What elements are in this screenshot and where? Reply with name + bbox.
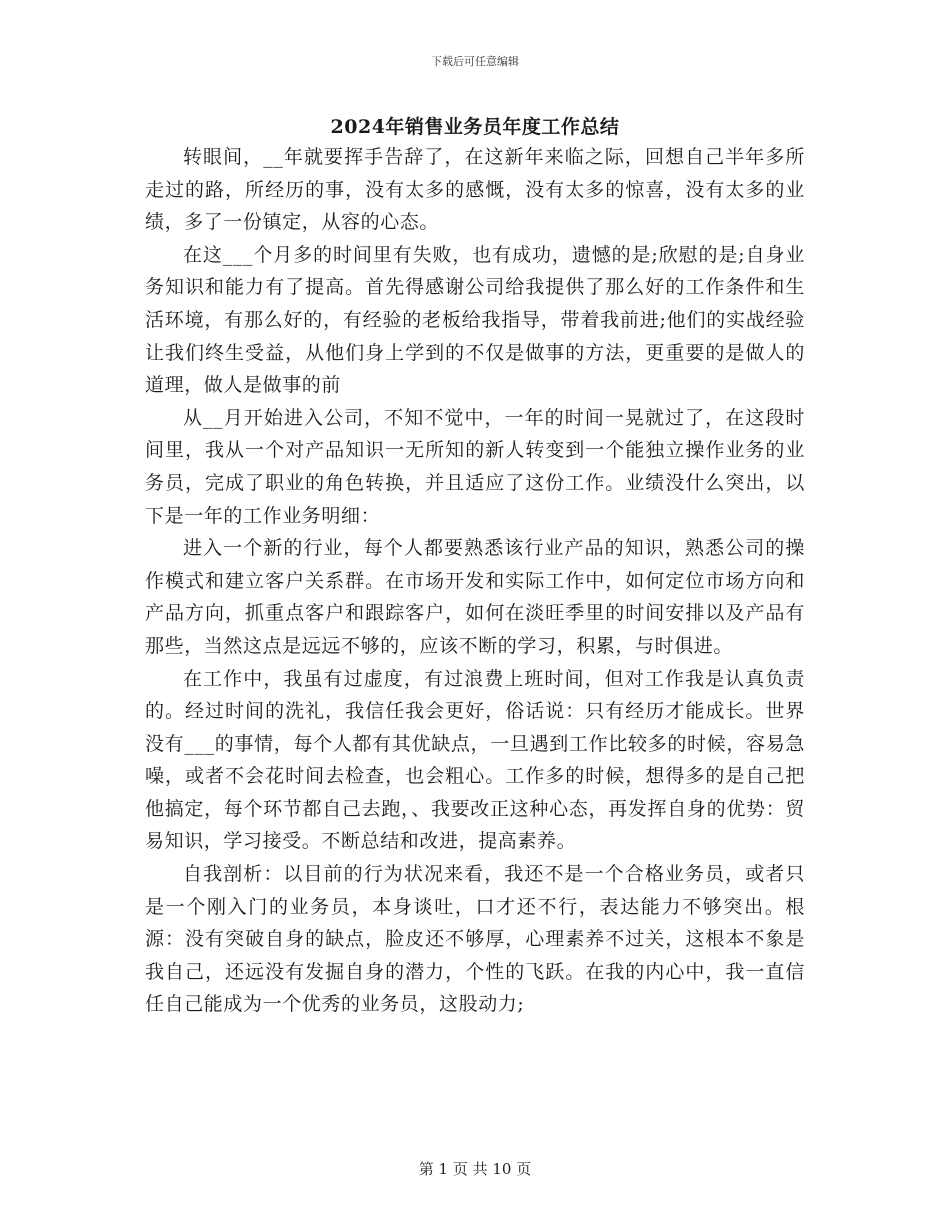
document-title: 2024年销售业务员年度工作总结 xyxy=(330,116,620,138)
page-number: 第 1 页 共 10 页 xyxy=(418,1160,532,1178)
paragraph: 从__月开始进入公司，不知不觉中，一年的时间一晃就过了，在这段时间里，我从一个对产品知识一无所知的新人转变到一个能独立操作业务的业务员，完成了职业的角色转换，并且适应了这份工作。业绩没什么突出，以下是一年的工作业务明细： xyxy=(145,406,805,527)
paragraph: 转眼间，__年就要挥手告辞了，在这新年来临之际，回想自己半年多所走过的路，所经历的事，没有太多的感慨，没有太多的惊喜，没有太多的业绩，多了一份镇定，从容的心态。 xyxy=(145,146,805,234)
page-header-note: 下载后可任意编辑 xyxy=(431,55,519,68)
paragraph: 在工作中，我虽有过虚度，有过浪费上班时间，但对工作我是认真负责的。经过时间的洗礼，我信任我会更好，俗话说：只有经历才能成长。世界没有___的事情，每个人都有其优缺点，一旦遇到工作比较多的时候，容易急噪，或者不会花时间去检查，也会粗心。工作多的时候，想得多的是自己把他搞定，每个环节都自己去跑，、我要改正这种心态，再发挥自身的优势：贸易知识，学习接受。不断总结和改进，提高素养。 xyxy=(145,667,805,853)
paragraph: 自我剖析：以目前的行为状况来看，我还不是一个合格业务员，或者只是一个刚入门的业务员，本身谈吐，口才还不行，表达能力不够突出。根源：没有突破自身的缺点，脸皮还不够厚，心理素养不过关，这根本不象是我自己，还远没有发掘自身的潜力，个性的飞跃。在我的内心中，我一直信任自己能成为一个优秀的业务员，这股动力; xyxy=(145,863,805,1016)
document-body xyxy=(145,141,805,1021)
paragraph: 在这___个月多的时间里有失败，也有成功，遗憾的是;欣慰的是;自身业务知识和能力有了提高。首先得感谢公司给我提供了那么好的工作条件和生活环境，有那么好的，有经验的老板给我指导，带着我前进;他们的实战经验让我们终生受益，从他们身上学到的不仅是做事的方法，更重要的是做人的道理，做人是做事的前 xyxy=(145,243,805,397)
paragraph: 进入一个新的行业，每个人都要熟悉该行业产品的知识，熟悉公司的操作模式和建立客户关系群。在市场开发和实际工作中，如何定位市场方向和产品方向，抓重点客户和跟踪客户，如何在淡旺季里的时间安排以及产品有那些，当然这点是远远不够的，应该不断的学习，积累，与时俱进。 xyxy=(145,537,805,657)
